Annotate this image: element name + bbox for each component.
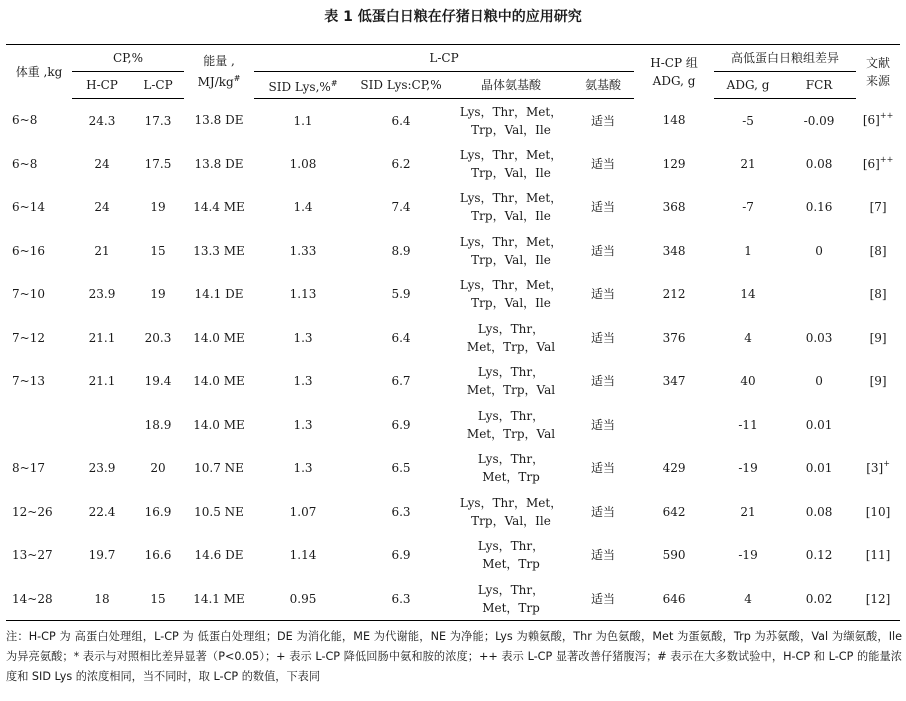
cell-crystal-aa xyxy=(450,99,572,143)
cell-sid-lys-cp: 5.9 xyxy=(391,287,411,302)
cell-body-weight: 13~27 xyxy=(12,548,53,563)
cell-fcr: 0 xyxy=(815,243,823,258)
crystal-aa-line: Met，Trp，Val xyxy=(466,339,556,354)
reference-label: [11] xyxy=(865,548,891,563)
table-row xyxy=(6,316,900,360)
cell-hcp: 24 xyxy=(94,156,110,171)
cell-sid-lys-cp: 6.3 xyxy=(352,577,450,621)
cell-lcp: 18.9 xyxy=(144,417,172,432)
cell-fcr: 0.03 xyxy=(805,330,833,345)
header-energy xyxy=(184,45,254,99)
cell-energy: 14.6 DE xyxy=(194,548,244,563)
cell-adg: 14 xyxy=(740,287,756,302)
crystal-aa-line: Trp，Val，Ile xyxy=(471,513,551,528)
crystal-aa-line: Trp，Val，Ile xyxy=(471,296,551,311)
cell-reference xyxy=(856,186,900,230)
cell-crystal-aa xyxy=(450,229,572,273)
cell-hcp-adg: 376 xyxy=(662,330,686,345)
cell-reference xyxy=(856,403,900,447)
cell-lcp: 16.9 xyxy=(144,504,172,519)
cell-amide: 适当 xyxy=(591,243,616,258)
cell-amide: 适当 xyxy=(591,287,616,302)
cell-amide: 适当 xyxy=(591,417,616,432)
table-row xyxy=(6,186,900,230)
cell-sid-lys-cp: 6.3 xyxy=(391,504,411,519)
crystal-aa-line: Lys，Thr，Met， xyxy=(459,278,563,293)
cell-amide: 适当 xyxy=(591,461,616,476)
header-energy-sup: # xyxy=(233,74,241,84)
cell-lcp: 15 xyxy=(150,243,166,258)
table-row xyxy=(6,490,900,534)
header-energy-unit: MJ/kg xyxy=(197,75,234,90)
cell-amide: 适当 xyxy=(572,577,634,621)
table-row xyxy=(6,360,900,404)
crystal-aa-line: Lys，Thr， xyxy=(477,321,545,336)
cell-body-weight: 6~8 xyxy=(12,156,38,171)
cell-amide: 适当 xyxy=(591,374,616,389)
reference-mark: + xyxy=(883,459,890,469)
cell-sid-lys-cp: 8.9 xyxy=(391,243,411,258)
cell-energy: 14.1 ME xyxy=(184,577,254,621)
cell-reference xyxy=(856,360,900,404)
reference-label: [8] xyxy=(869,243,887,258)
table-row xyxy=(6,534,900,578)
reference-label: [3] xyxy=(866,461,884,476)
cell-crystal-aa xyxy=(450,316,572,360)
cell-energy: 14.0 ME xyxy=(193,417,245,432)
cell-sid-lys: 1.07 xyxy=(289,504,317,519)
crystal-aa-line: Lys，Thr，Met， xyxy=(459,234,563,249)
cell-lcp: 19 xyxy=(150,287,166,302)
cell-crystal-aa xyxy=(450,447,572,491)
crystal-aa-line: Lys，Thr，Met， xyxy=(459,104,563,119)
cell-hcp-adg: 348 xyxy=(662,243,686,258)
reference-label: [8] xyxy=(869,287,887,302)
cell-sid-lys-cp: 6.2 xyxy=(391,156,411,171)
crystal-aa-line: Lys，Thr， xyxy=(477,365,545,380)
crystal-aa-line: Met，Trp，Val xyxy=(466,426,556,441)
cell-body-weight: 6~14 xyxy=(12,200,45,215)
cell-amide: 适当 xyxy=(591,504,616,519)
cell-adg: 1 xyxy=(744,243,752,258)
table-row xyxy=(6,403,900,447)
crystal-aa-line: Lys，Thr， xyxy=(477,452,545,467)
cell-sid-lys-cp: 6.4 xyxy=(391,113,411,128)
cell-sid-lys: 1.3 xyxy=(293,374,313,389)
cell-energy: 14.0 ME xyxy=(193,330,245,345)
cell-lcp: 16.6 xyxy=(144,548,172,563)
cell-body-weight: 7~12 xyxy=(12,330,45,345)
crystal-aa-line: Trp，Val，Ile xyxy=(471,252,551,267)
cell-crystal-aa xyxy=(450,577,572,621)
cell-fcr: -0.09 xyxy=(803,113,835,128)
cell-lcp: 20.3 xyxy=(144,330,172,345)
table-row xyxy=(6,577,900,621)
header-lcp: L-CP xyxy=(132,72,184,99)
cell-reference xyxy=(856,99,900,143)
header-ref-line2: 来源 xyxy=(866,73,891,88)
cell-amide: 适当 xyxy=(591,156,616,171)
cell-energy: 13.8 DE xyxy=(194,113,244,128)
cell-hcp: 24 xyxy=(94,200,110,215)
cell-sid-lys: 1.1 xyxy=(293,113,313,128)
cell-adg: -19 xyxy=(738,548,758,563)
cell-lcp: 19.4 xyxy=(144,374,172,389)
cell-fcr: 0.01 xyxy=(805,417,833,432)
cell-sid-lys: 1.08 xyxy=(289,156,317,171)
cell-fcr: 0.12 xyxy=(805,548,833,563)
reference-mark: ++ xyxy=(879,111,894,121)
cell-hcp: 23.9 xyxy=(88,461,116,476)
cell-fcr: 0.01 xyxy=(805,461,833,476)
crystal-aa-line: Trp，Val，Ile xyxy=(471,122,551,137)
cell-amide: 适当 xyxy=(591,548,616,563)
cell-reference xyxy=(856,577,900,621)
cell-energy: 14.0 ME xyxy=(193,374,245,389)
cell-crystal-aa xyxy=(450,534,572,578)
reference-label: [7] xyxy=(869,200,887,215)
cell-hcp-adg: 590 xyxy=(662,548,686,563)
cell-lcp: 15 xyxy=(132,577,184,621)
cell-sid-lys: 1.33 xyxy=(289,243,317,258)
cell-sid-lys-cp: 7.4 xyxy=(391,200,411,215)
cell-sid-lys: 1.14 xyxy=(289,548,317,563)
reference-label: [9] xyxy=(869,330,887,345)
header-ref-line1: 文献 xyxy=(866,55,891,70)
cell-hcp-adg: 646 xyxy=(634,577,714,621)
header-energy-line1: 能量 , xyxy=(203,54,235,69)
header-sid-lys-cp: SID Lys:CP,% xyxy=(352,72,450,99)
reference-label: [6] xyxy=(862,113,880,128)
header-cp-group: CP,% xyxy=(72,45,184,72)
cell-hcp: 24.3 xyxy=(88,113,116,128)
cell-adg: 21 xyxy=(740,156,756,171)
cell-sid-lys: 1.3 xyxy=(293,330,313,345)
cell-adg: 4 xyxy=(744,330,752,345)
crystal-aa-line: Met，Trp，Val xyxy=(466,383,556,398)
cell-sid-lys: 0.95 xyxy=(254,577,352,621)
cell-reference xyxy=(856,447,900,491)
cell-sid-lys: 1.3 xyxy=(293,461,313,476)
cell-adg: -11 xyxy=(738,417,758,432)
cell-fcr: 0.08 xyxy=(805,504,833,519)
header-lcp-group: L-CP xyxy=(254,45,634,72)
cell-hcp: 21.1 xyxy=(88,330,116,345)
cell-body-weight: 7~10 xyxy=(12,287,45,302)
cell-sid-lys-cp: 6.4 xyxy=(391,330,411,345)
cell-body-weight xyxy=(6,403,72,447)
crystal-aa-line: Trp，Val，Ile xyxy=(471,165,551,180)
header-hcp-adg xyxy=(634,45,714,99)
header-reference xyxy=(856,45,900,99)
cell-crystal-aa xyxy=(450,142,572,186)
table-row xyxy=(6,99,900,143)
header-diff-group: 高低蛋白日粮组差异 xyxy=(714,45,856,72)
crystal-aa-line: Lys，Thr， xyxy=(477,539,545,554)
header-body-weight: 体重 ,kg xyxy=(15,64,63,79)
cell-adg: 21 xyxy=(740,504,756,519)
cell-hcp xyxy=(72,403,132,447)
reference-label: [6] xyxy=(862,156,880,171)
cell-hcp-adg: 212 xyxy=(662,287,686,302)
cell-sid-lys-cp: 6.9 xyxy=(391,548,411,563)
cell-lcp: 20 xyxy=(150,461,166,476)
crystal-aa-line: Trp，Val，Ile xyxy=(471,209,551,224)
cell-hcp-adg: 148 xyxy=(662,113,686,128)
header-hcp-adg-line2: ADG, g xyxy=(652,73,696,88)
cell-hcp: 23.9 xyxy=(88,287,116,302)
cell-hcp-adg: 642 xyxy=(662,504,686,519)
cell-hcp: 21 xyxy=(94,243,110,258)
cell-hcp-adg: 347 xyxy=(662,374,686,389)
cell-reference xyxy=(856,490,900,534)
cell-crystal-aa xyxy=(450,403,572,447)
crystal-aa-line: Lys，Thr， xyxy=(477,582,545,597)
cell-energy: 13.8 DE xyxy=(194,156,244,171)
cell-body-weight: 14~28 xyxy=(6,577,72,621)
cell-energy: 14.1 DE xyxy=(194,287,244,302)
header-sid-lys-label: SID Lys,% xyxy=(268,79,331,94)
cell-amide: 适当 xyxy=(591,113,616,128)
reference-mark: ++ xyxy=(879,154,894,164)
crystal-aa-line: Lys，Thr， xyxy=(477,408,545,423)
cell-fcr: 0.08 xyxy=(805,156,833,171)
cell-reference xyxy=(856,273,900,317)
table-row xyxy=(6,447,900,491)
cell-hcp-adg: 129 xyxy=(662,156,686,171)
crystal-aa-line: Lys，Thr，Met， xyxy=(459,191,563,206)
header-crystal-aa: 晶体氨基酸 xyxy=(450,72,572,99)
cell-sid-lys: 1.4 xyxy=(293,200,313,215)
cell-fcr: 0.02 xyxy=(782,577,856,621)
cell-sid-lys-cp: 6.5 xyxy=(391,461,411,476)
cell-fcr xyxy=(782,273,856,317)
cell-adg: -7 xyxy=(742,200,754,215)
cell-hcp-adg: 368 xyxy=(662,200,686,215)
cell-reference xyxy=(856,534,900,578)
reference-label: [9] xyxy=(869,374,887,389)
header-hcp: H-CP xyxy=(72,72,132,99)
crystal-aa-line: Met，Trp xyxy=(482,470,540,485)
header-adg: ADG, g xyxy=(714,72,782,99)
cell-amide: 适当 xyxy=(591,330,616,345)
header-amide: 氨基酸 xyxy=(572,72,634,99)
cell-adg: -5 xyxy=(742,113,754,128)
cell-adg: -19 xyxy=(738,461,758,476)
cell-adg: 4 xyxy=(714,577,782,621)
cell-hcp: 21.1 xyxy=(88,374,116,389)
crystal-aa-line: Met，Trp xyxy=(482,600,540,615)
cell-energy: 10.7 NE xyxy=(194,461,244,476)
cell-hcp: 19.7 xyxy=(88,548,116,563)
cell-body-weight: 7~13 xyxy=(12,374,45,389)
cell-crystal-aa xyxy=(450,186,572,230)
cell-adg: 40 xyxy=(740,374,756,389)
table-title: 表 1 低蛋白日粮在仔猪日粮中的应用研究 xyxy=(324,9,582,25)
cell-body-weight: 6~16 xyxy=(12,243,45,258)
header-sid-lys-sup: # xyxy=(330,78,338,88)
table-row xyxy=(6,273,900,317)
cell-hcp-adg: 429 xyxy=(662,461,686,476)
crystal-aa-line: Met，Trp xyxy=(482,557,540,572)
cell-reference xyxy=(856,229,900,273)
table-row xyxy=(6,229,900,273)
header-energy-line2 xyxy=(184,70,254,91)
table-row xyxy=(6,142,900,186)
cell-body-weight: 8~17 xyxy=(12,461,45,476)
cell-reference xyxy=(856,142,900,186)
table-footnote: 注：H-CP 为 高蛋白处理组，L-CP 为 低蛋白处理组；DE 为消化能，ME 为代谢能，NE 为净能；Lys 为赖氨酸，Thr 为色氨酸，Met 为蛋氨酸，Trp 为苏氨酸，Val 为缬氨酸，Ile 为异亮氨酸；* 表示与对照相比差异显著（P<0.05）；+ 表示 L-CP 降低回肠中氨和胺的浓度；++ 表示 L-CP 显著改善仔猪腹泻；# 表示在大多数试验中，H-CP 和 L-CP 的能量浓度和 SID Lys 的浓度相同，当不同时，取 L-CP 的数值，下表同 xyxy=(6,630,902,683)
crystal-aa-line: Lys，Thr，Met， xyxy=(459,147,563,162)
cell-crystal-aa xyxy=(450,490,572,534)
cell-energy: 13.3 ME xyxy=(193,243,245,258)
header-fcr: FCR xyxy=(782,72,856,99)
reference-label: [10] xyxy=(865,504,891,519)
cell-energy: 14.4 ME xyxy=(193,200,245,215)
cell-crystal-aa xyxy=(450,273,572,317)
cell-body-weight: 6~8 xyxy=(12,113,38,128)
cell-lcp: 17.5 xyxy=(144,156,172,171)
cell-hcp-adg xyxy=(634,403,714,447)
cell-fcr: 0.16 xyxy=(805,200,833,215)
cell-lcp: 17.3 xyxy=(144,113,172,128)
header-hcp-adg-line1: H-CP 组 xyxy=(650,55,698,70)
cell-hcp: 18 xyxy=(72,577,132,621)
cell-sid-lys-cp: 6.7 xyxy=(391,374,411,389)
cell-crystal-aa xyxy=(450,360,572,404)
cell-sid-lys: 1.3 xyxy=(293,417,313,432)
cell-fcr: 0 xyxy=(815,374,823,389)
cell-reference xyxy=(856,316,900,360)
cell-sid-lys-cp: 6.9 xyxy=(391,417,411,432)
data-table xyxy=(6,44,900,621)
cell-body-weight: 12~26 xyxy=(12,504,53,519)
cell-hcp: 22.4 xyxy=(88,504,116,519)
crystal-aa-line: Lys，Thr，Met， xyxy=(459,495,563,510)
cell-amide: 适当 xyxy=(591,200,616,215)
reference-label: [12] xyxy=(865,591,891,606)
cell-energy: 10.5 NE xyxy=(194,504,244,519)
cell-sid-lys: 1.13 xyxy=(289,287,317,302)
header-sid-lys xyxy=(254,72,352,99)
cell-lcp: 19 xyxy=(150,200,166,215)
